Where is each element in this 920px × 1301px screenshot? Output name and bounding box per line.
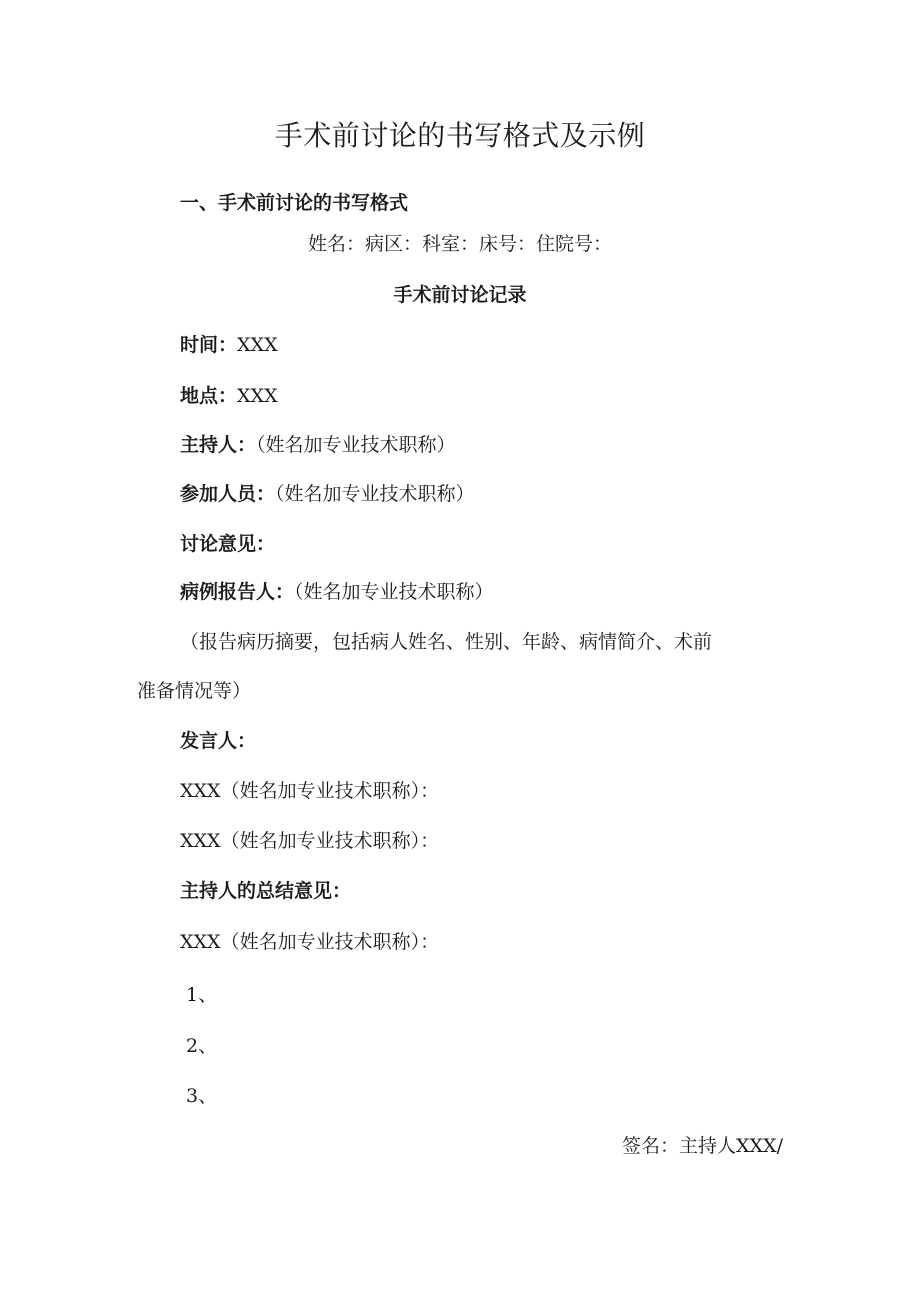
reporter-label: 病例报告人： <box>180 581 295 603</box>
signature-line: 签名：主持人XXX/ <box>622 1135 783 1157</box>
host-value: （姓名加专业技术职称） <box>256 434 456 456</box>
list-item-1: 1、 <box>186 984 218 1006</box>
speaker-2: XXX（姓名加专业技术职称）： <box>180 830 440 852</box>
participants-row <box>180 482 475 506</box>
place-row <box>180 384 278 408</box>
report-summary-line-1: （报告病历摘要，包括病人姓名、性别、年龄、病情简介、术前 <box>180 631 713 653</box>
list-item-2: 2、 <box>186 1035 218 1057</box>
place-label: 地点： <box>180 385 238 407</box>
time-row <box>180 333 278 357</box>
time-value: XXX <box>237 334 278 356</box>
reporter-row <box>180 580 494 604</box>
reporter-value: （姓名加专业技术职称） <box>294 581 494 603</box>
host-summary-speaker: XXX（姓名加专业技术职称）： <box>180 931 440 953</box>
section-heading: 一、手术前讨论的书写格式 <box>180 192 409 214</box>
list-item-3: 3、 <box>186 1085 218 1107</box>
record-title: 手术前讨论记录 <box>393 284 527 306</box>
patient-info-text: 姓名：病区：科室：床号：住院号： <box>307 233 612 255</box>
speaker-1: XXX（姓名加专业技术职称）： <box>180 780 440 802</box>
place-value: XXX <box>237 385 278 407</box>
time-label: 时间： <box>180 334 238 356</box>
speakers-label: 发言人： <box>180 730 257 752</box>
patient-info-line <box>0 232 920 256</box>
host-summary-label: 主持人的总结意见： <box>180 880 352 902</box>
host-row <box>180 433 456 457</box>
participants-label: 参加人员： <box>180 483 276 505</box>
report-summary-line-2: 准备情况等） <box>137 680 252 702</box>
discussion-label: 讨论意见： <box>180 533 276 555</box>
document-title: 手术前讨论的书写格式及示例 <box>274 119 646 152</box>
participants-value: （姓名加专业技术职称） <box>275 483 475 505</box>
host-label: 主持人： <box>180 434 257 456</box>
